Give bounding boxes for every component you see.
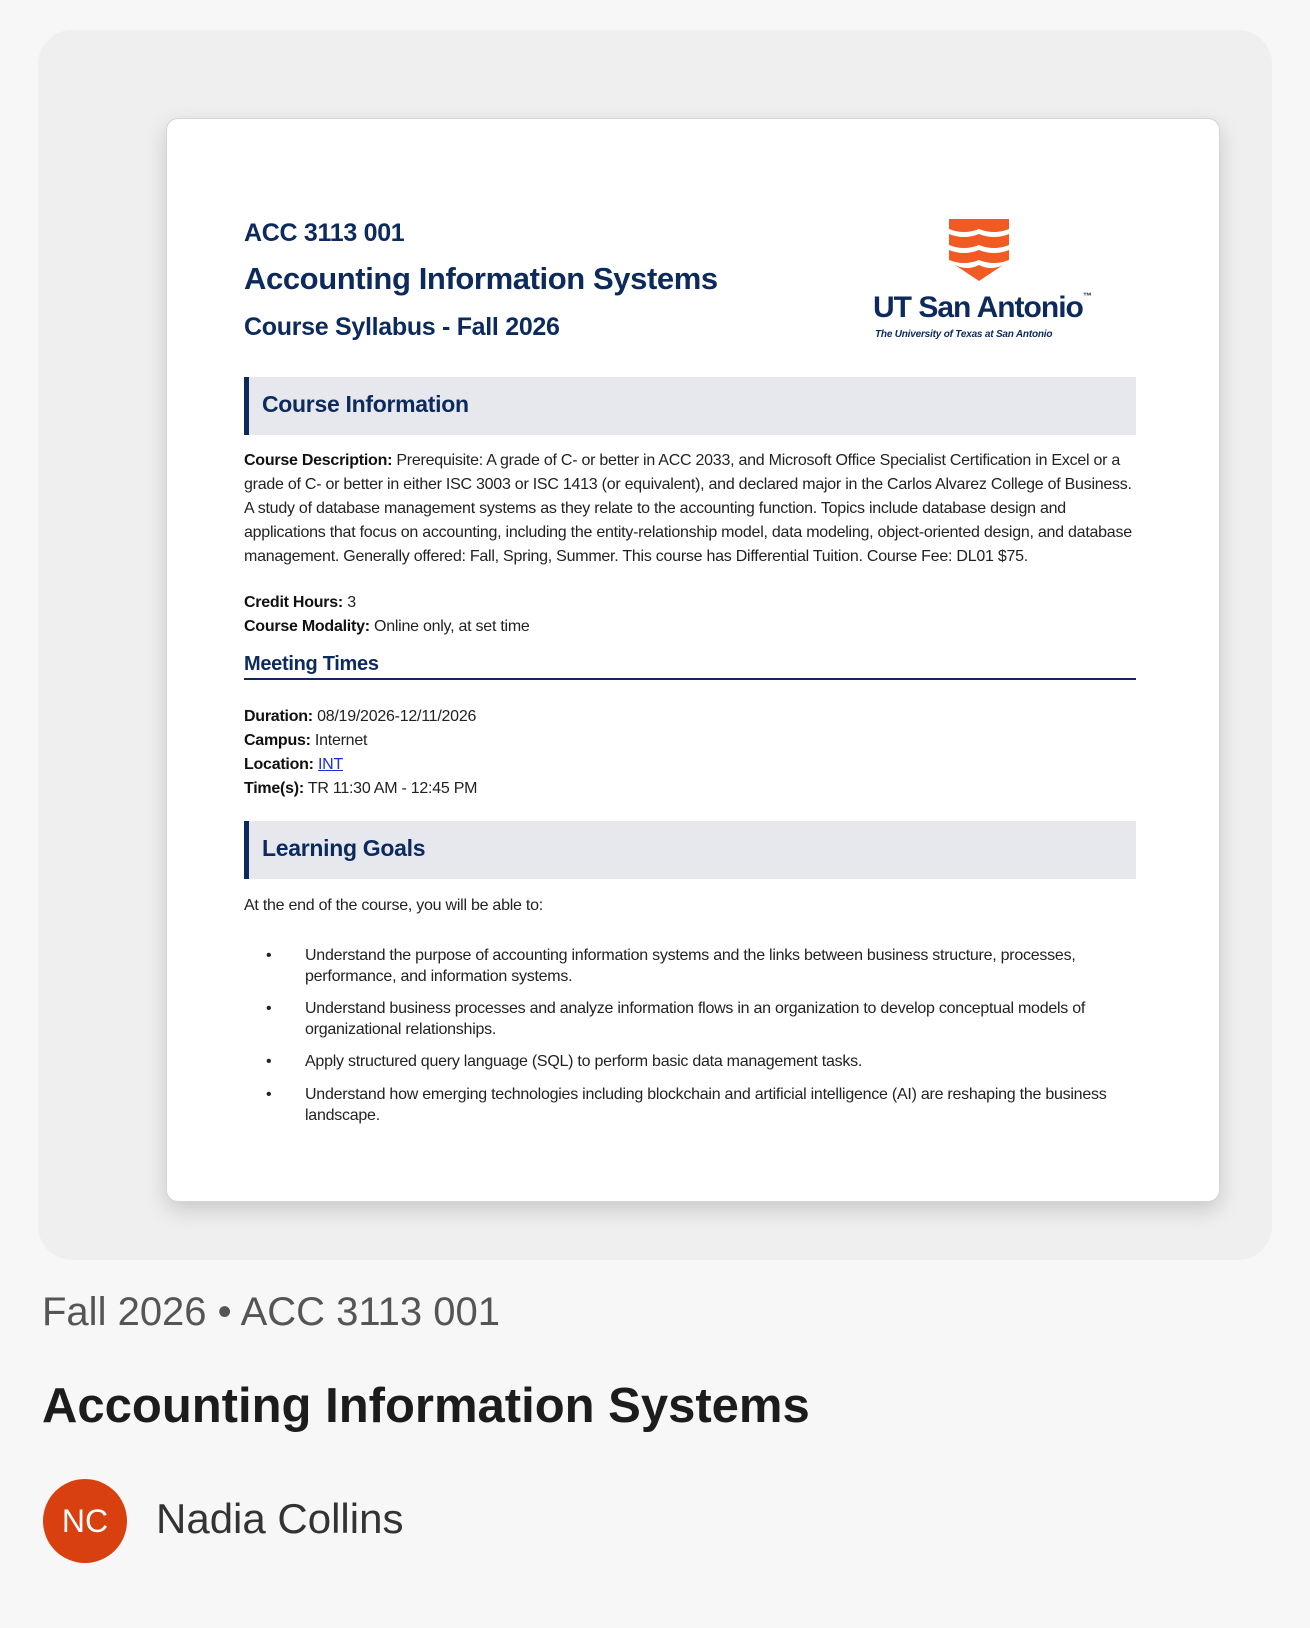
meeting-time: Time(s): TR 11:30 AM - 12:45 PM — [244, 780, 478, 797]
course-code: ACC 3113 001 — [244, 219, 405, 247]
section-title: Learning Goals — [262, 835, 426, 861]
course-title: Accounting Information Systems — [244, 261, 718, 296]
meeting-times-heading: Meeting Times — [244, 653, 1136, 680]
description-label: Course Description: — [244, 452, 393, 469]
utsa-flame-logo-icon — [873, 219, 1105, 289]
syllabus-subtitle: Course Syllabus - Fall 2026 — [244, 313, 560, 341]
course-modality: Course Modality: Online only, at set time — [244, 618, 530, 635]
avatar[interactable]: NC — [43, 1479, 127, 1563]
duration: Duration: 08/19/2026-12/11/2026 — [244, 708, 477, 725]
course-description — [244, 449, 1136, 569]
syllabus-document-preview[interactable]: ACC 3113 001 Accounting Information Systems Course Syllabus - Fall 2026 UT San Antonio™ The University of Texas at San Antonio Course Information Course Description: Prerequisite: A grade of C- or better in ACC 2033, and Microsoft Office Specialist Certification in Excel or a grade of C- or better in either ISC 3003 or ISC 1413 (or equivalent), and declared major in the Carlos Alvarez College of Business. A study of database management systems as they relate to the accounting function. Topics include database design and applications that focus on accounting, including the entity-relationship model, data modeling, object-oriented design, and database management. Generally offered: Fall, Spring, Summer. This course has Differential Tuition. Course Fee: DL01 $75. Credit Hours: 3 Course Modality: Online only, at set time Meeting Times Duration: 08/19/2026-12/11/2026 Campus: Internet Location: INT Time(s): TR 11:30 AM - 12:45 PM Learning Goals At the end of the course, you will be able to: • Understand the purpose of accounting information systems and the links between business structure, processes, performance, and information systems. • Understand business processes and analyze information flows in an organization to develop conceptual models of organizational relationships. • Apply structured query language (SQL) to perform basic data management tasks. • Understand how emerging technologies including blockchain and artificial intelligence (AI) are reshaping the business landscape. — [166, 118, 1220, 1202]
author-name[interactable]: Nadia Collins — [156, 1495, 404, 1542]
course-meta: Fall 2026 • ACC 3113 001 — [42, 1290, 501, 1334]
location: Location: INT — [244, 756, 343, 773]
credit-hours: Credit Hours: 3 — [244, 594, 356, 611]
description-text: Prerequisite: A grade of C- or better in ACC 2033, and Microsoft Office Specialist Certification in Excel or a grade of C- or better in either ISC 3003 or ISC 1413 (or equivalent), and declared major in the Carlos Alvarez College of Business. A study of database management systems as they relate to the accounting function. Topics include database design and applications that focus on accounting, including the entity-relationship model, data modeling, object-oriented design, and database management. Generally offered: Fall, Spring, Summer. This course has Differential Tuition. Course Fee: DL01 $75. — [244, 452, 1132, 565]
utsa-logo — [873, 219, 1105, 343]
syllabus-preview-card[interactable] — [38, 30, 1272, 1260]
logo-tagline: The University of Texas at San Antonio — [875, 329, 1053, 340]
location-link[interactable]: INT — [317, 756, 343, 773]
section-header-course-information — [244, 377, 1136, 435]
course-card-title[interactable]: Accounting Information Systems — [42, 1379, 810, 1433]
campus: Campus: Internet — [244, 732, 368, 749]
section-header-learning-goals — [244, 821, 1136, 879]
section-title: Course Information — [262, 391, 469, 417]
goals-intro: At the end of the course, you will be able to: — [244, 897, 543, 914]
logo-wordmark: UT San Antonio™ — [873, 291, 1092, 324]
